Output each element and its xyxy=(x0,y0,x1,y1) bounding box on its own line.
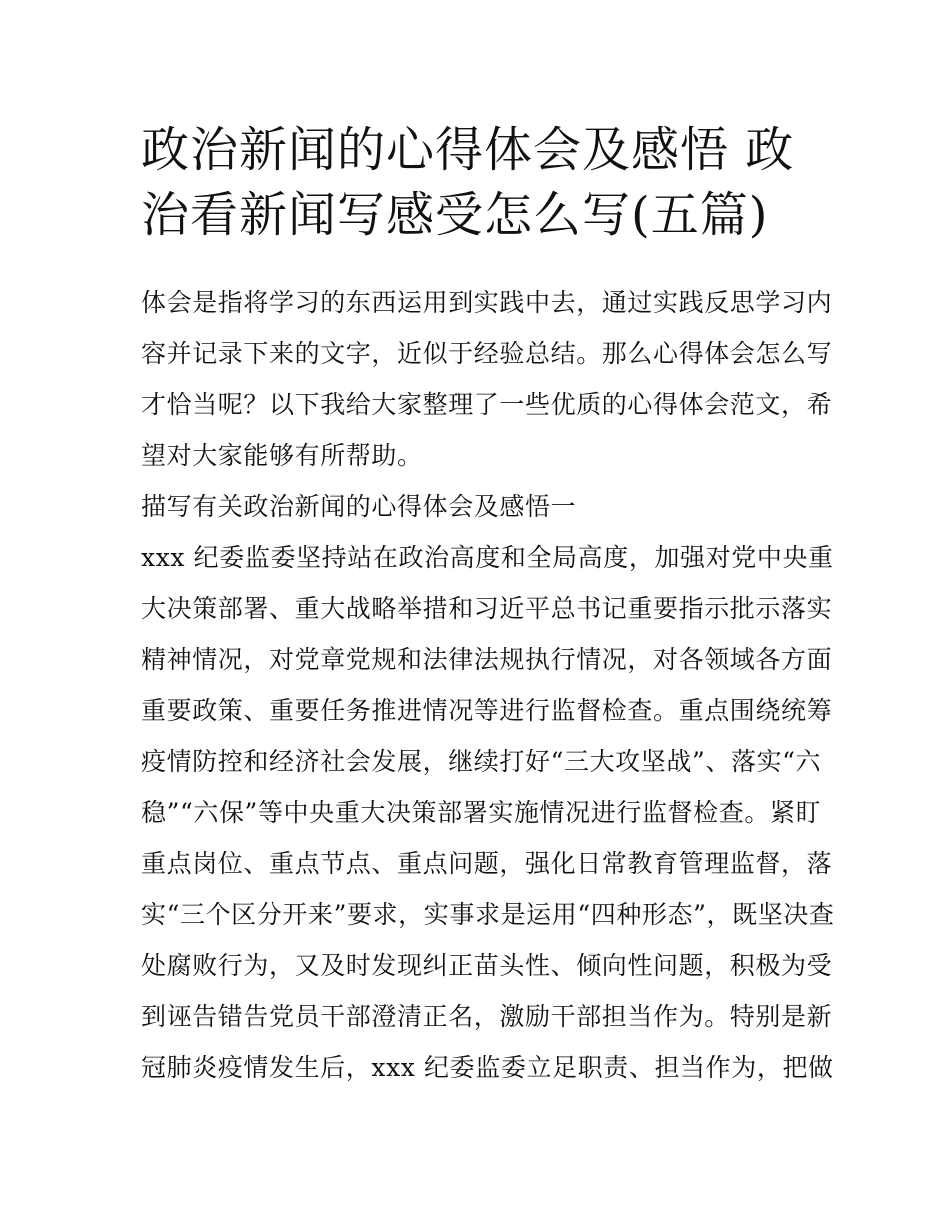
text-line: 重点岗位、重点节点、重点问题，强化日常教育管理监督，落 xyxy=(141,849,833,878)
section-heading: 描写有关政治新闻的心得体会及感悟一 xyxy=(141,492,577,521)
text-line: xxx 纪委监委坚持站在政治高度和全局高度，加强对党中央重 xyxy=(141,543,834,572)
text-line: 重要政策、重要任务推进情况等进行监督检查。重点围绕统筹 xyxy=(141,696,833,725)
text-line: 实“三个区分开来”要求，实事求是运用“四种形态”，既坚决查 xyxy=(141,900,835,929)
text-line: 容并记录下来的文字，近似于经验总结。那么心得体会怎么写 xyxy=(141,339,833,368)
title-line: 政治新闻的心得体会及感悟 政 xyxy=(141,122,795,178)
title-line: 治看新闻写感受怎么写(五篇) xyxy=(141,187,769,243)
document-content xyxy=(141,118,835,1093)
text-line: 大决策部署、重大战略举措和习近平总书记重要指示批示落实 xyxy=(141,594,833,623)
text-line: 冠肺炎疫情发生后，xxx 纪委监委立足职责、担当作为，把做 xyxy=(141,1053,834,1082)
text-line: 处腐败行为，又及时发现纠正苗头性、倾向性问题，积极为受 xyxy=(141,951,833,980)
text-line: 体会是指将学习的东西运用到实践中去，通过实践反思学习内 xyxy=(141,288,833,317)
text-line: 望对大家能够有所帮助。 xyxy=(141,441,423,470)
text-line: 疫情防控和经济社会发展，继续打好“三大攻坚战”、落实“六 xyxy=(141,747,822,776)
text-line: 精神情况，对党章党规和法律法规执行情况，对各领域各方面 xyxy=(141,645,833,674)
section-paragraph xyxy=(141,532,835,1093)
text-line: 稳”“六保”等中央重大决策部署实施情况进行监督检查。紧盯 xyxy=(141,798,822,827)
intro-paragraph xyxy=(141,277,833,481)
document-title xyxy=(141,118,813,248)
text-line: 到诬告错告党员干部澄清正名，激励干部担当作为。特别是新 xyxy=(141,1002,833,1031)
text-line: 才恰当呢？以下我给大家整理了一些优质的心得体会范文，希 xyxy=(141,390,833,419)
